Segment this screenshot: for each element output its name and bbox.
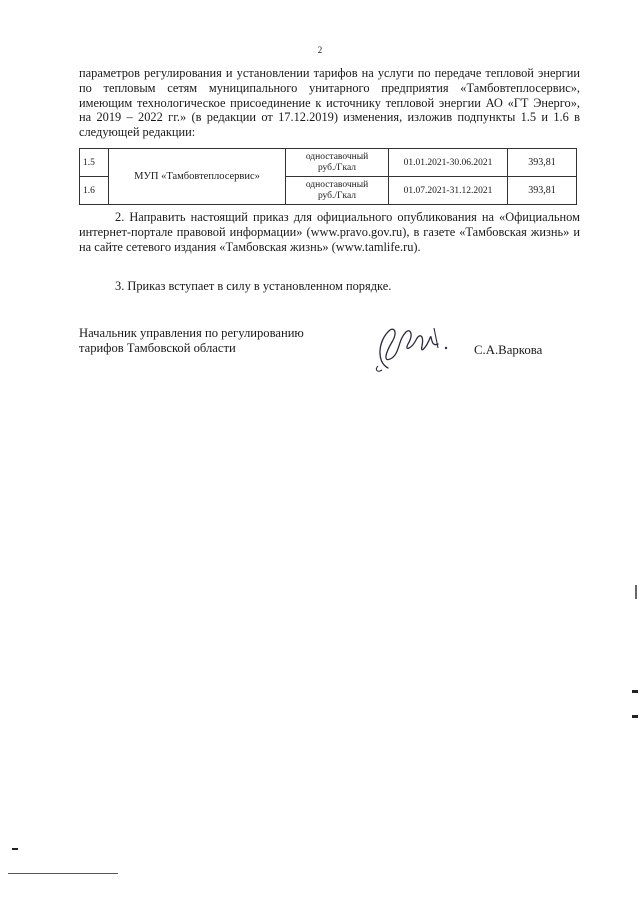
intro-paragraph: параметров регулирования и установлении тарифов на услуги по передаче тепловой энергии по тепловым сетям муниципального унитарного предприятия «Тамбовтеплосервис», имеющим технологическое присоединение к источнику тепловой энергии АО «ГТ Энерго», на 2019 – 2022 гг.» (в редакции от 17.12.2019) изменения, изложив подпункты 1.5 и 1.6 в следующей редакции: <box>79 66 580 140</box>
row-number: 1.6 <box>80 177 109 205</box>
scan-artifact <box>632 715 638 718</box>
unit-cell <box>286 177 389 205</box>
tariff-unit: руб./Гкал <box>317 190 357 201</box>
scan-artifact <box>632 690 638 693</box>
value-cell: 393,81 <box>508 149 577 177</box>
tariff-unit: руб./Гкал <box>317 162 357 173</box>
publication-paragraph <box>79 210 580 254</box>
organization-cell: МУП «Тамбовтеплосервис» <box>109 149 286 205</box>
scan-artifact <box>8 873 118 874</box>
effect-text: 3. Приказ вступает в силу в установленном порядке. <box>115 279 392 293</box>
effect-paragraph <box>79 279 580 294</box>
period-cell: 01.01.2021-30.06.2021 <box>389 149 508 177</box>
scan-artifact <box>12 848 18 850</box>
value-cell: 393,81 <box>508 177 577 205</box>
publication-text: 2. Направить настоящий приказ для официального опубликования на «Официальном интернет-портале правовой информации» (www.pravo.gov.ru), в газете «Тамбовская жизнь» и на сайте сетевого издания «Тамбовская жизнь» (www.tamlife.ru). <box>79 210 580 254</box>
row-number: 1.5 <box>80 149 109 177</box>
tariff-type: одноставочный <box>305 179 369 190</box>
position-line-1: Начальник управления по регулированию <box>79 326 304 340</box>
scan-artifact <box>635 585 637 599</box>
tariff-table <box>79 148 577 205</box>
handwritten-signature <box>368 318 458 376</box>
signatory-name: С.А.Варкова <box>474 343 543 357</box>
table-row <box>80 149 577 177</box>
period-cell: 01.07.2021-31.12.2021 <box>389 177 508 205</box>
unit-cell <box>286 149 389 177</box>
page-number: 2 <box>317 45 323 55</box>
signatory-position <box>79 326 304 355</box>
position-line-2: тарифов Тамбовской области <box>79 340 236 355</box>
tariff-type: одноставочный <box>305 151 369 162</box>
